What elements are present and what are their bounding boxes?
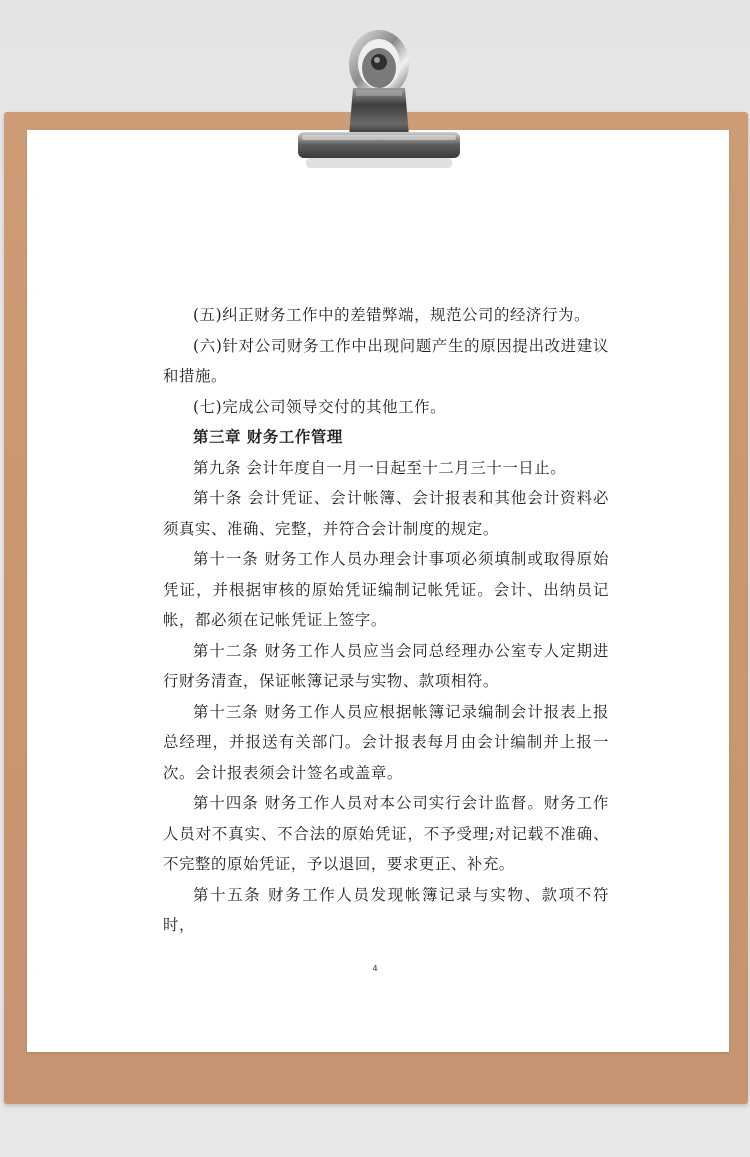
binder-clip-icon [296,24,462,172]
paragraph: 第十三条 财务工作人员应根据帐簿记录编制会计报表上报总经理，并报送有关部门。会计报表每月由会计编制并上报一次。会计报表须会计签名或盖章。 [163,702,609,782]
paragraph: (五)纠正财务工作中的差错弊端，规范公司的经济行为。 [193,306,590,324]
paragraph: 第九条 会计年度自一月一日起至十二月三十一日止。 [193,458,567,477]
chapter-heading: 第三章 财务工作管理 [193,428,343,446]
paragraph: 第十一条 财务工作人员办理会计事项必须填制或取得原始凭证，并根据审核的原始凭证编制记帐凭证。会计、出纳员记帐，都必须在记帐凭证上签字。 [163,550,609,629]
paragraph: (七)完成公司领导交付的其他工作。 [193,397,447,416]
document-body [163,300,609,941]
page-number: 4 [372,964,378,973]
paragraph: (六)针对公司财务工作中出现问题产生的原因提出改进建议和措施。 [163,336,609,385]
paragraph: 第十四条 财务工作人员对本公司实行会计监督。财务工作人员对不真实、不合法的原始凭证，不予受理;对记载不准确、不完整的原始凭证，予以退回，要求更正、补充。 [163,794,609,873]
paragraph: 第十二条 财务工作人员应当会同总经理办公室专人定期进行财务清查，保证帐簿记录与实物、款项相符。 [163,641,609,690]
paragraph: 第十五条 财务工作人员发现帐簿记录与实物、款项不符时， [163,885,609,934]
paragraph: 第十条 会计凭证、会计帐簿、会计报表和其他会计资料必须真实、准确、完整，并符合会计制度的规定。 [163,489,609,538]
